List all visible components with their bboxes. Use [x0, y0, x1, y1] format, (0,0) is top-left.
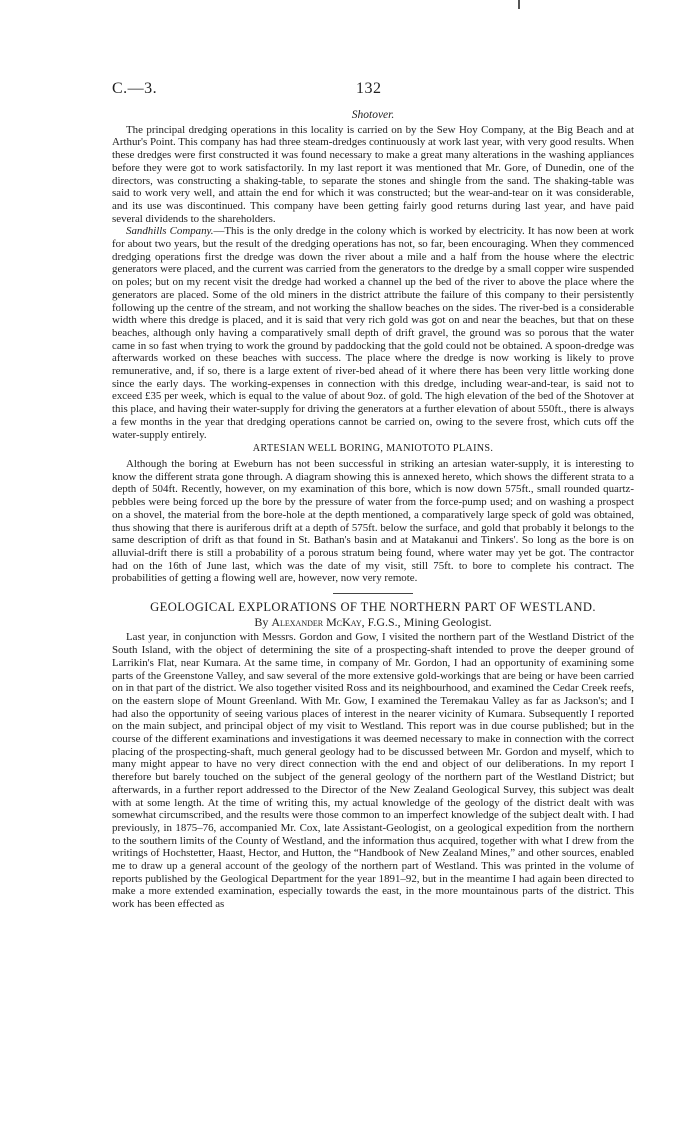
artesian-heading: ARTESIAN WELL BORING, MANIOTOTO PLAINS.	[252, 443, 494, 455]
westland-paragraph-1: Last year, in conjunction with Messrs. Gordon and Gow, I visited the northern part of the Westland District of the South Island, with the object of determining the site of a prospecting-shaft intended to prove the deeper ground of Larrikin's Flat, near Kumara. At the same time, in company of Mr. Gordon, I had an opportunity of examining some parts of the Greenstone Valley, and saw several of the more extensive gold-workings that are being or have been carried on in that part of the district. We also together visited Ross and its neighbourhood, and examined the Cedar Creek reefs, on the eastern slope of Mount Greenland. With Mr. Gow, I examined the Teremakau Valley as far as Jackson's; and I had also the opportunity of seeing various places of interest in the nearer vicinity of Kumara. Subsequently I reported on the main subject, and principal object of my visit to Westland. This report was in due course published; but in the course of the different examinations and investigations it was deemed necessary to make in connection with the correct placing of the prospecting-shaft, much general geology had to be discussed between Mr. Gordon and myself, which to many might appear to have no very direct connection with the end and object of our deliberations. In my report I therefore but barely touched on the subject of the general geology of the northern part of the Westland District; but afterwards, in a further report addressed to the Director of the New Zealand Geological Survey, this subject was dealt with at some length. At the time of writing this, my actual knowledge of the geology of the district dealt with was somewhat circumscribed, and the results were those common to an imperfect knowledge of the subject dealt with. I had previously, in 1875–76, accompanied Mr. Cox, late Assistant-Geologist, on a geological expedition from the northern to the southern limits of the County of Westland, and the information thus acquired, together with what I drew from the writings of Hochstetter, Haast, Hector, and Hutton, the “Handbook of New Zealand Mines,” and other sources, enabled me to draw up a general account of the geology of the northern part of Westland. This was printed in the volume of reports published by the Geological Department for the year 1891–92, but in the meantime I had again been directed to make a more extended examination, especially towards the east, in the more mountainous parts of the district. This work has been effected as	[112, 631, 634, 911]
byline-prefix: By	[254, 614, 269, 629]
page-number: 132	[356, 80, 382, 97]
sandhills-company-text: —This is the only dredge in the colony which is worked by electricity. It has now been at work for about two years, but the result of the dredging operations has not, so far, been encouraging. When they commenced dredging operations first the dredge was down the river about a mile and a half from the house where the electric generators were placed, and the current was carried from the generators to the dredge by a small copper wire suspended on poles; but on my recent visit the dredge had worked a channel up the bed of the river to above the place where the generators are placed. Some of the old miners in the district attribute the failure of this company to their persistently following up the centre of the stream, and not working the shallow beaches on the sides. The river-bed is a considerable width where this dredge is placed, and it is said that very rich gold was got on and near the beaches, but that on these beaches, although only having a comparatively small depth of drift gravel, the ground was so porous that the water came in so fast when trying to work the ground by paddocking that the gold could not be obtained. A spoon-dredge was afterwards worked on these beaches with success. The place where the dredge is now working is likely to prove remunerative, and, if so, there is a large extent of river-bed ahead of it where there has been very little working done since the early days. The working-expenses in connection with this dredge, including wear-and-tear, is said not to exceed £35 per week, which is equal to the value of about 9oz. of gold. The high elevation of the bed of the Shotover at this place, and having their water-supply for driving the generators at a further elevation of about 550ft., there is always a few months in the year that dredging operations cannot be carried on, owing to the severe frost, which cuts off the water-supply entirely.	[112, 225, 634, 441]
section-divider	[333, 593, 413, 594]
artesian-paragraph-1: Although the boring at Eweburn has not been successful in striking an artesian water-supply, it is interesting to know the different strata gone through. A diagram showing this is annexed hereto, which shows the different strata to a depth of 504ft. Recently, however, on my examination of this bore, which is now down 575ft., small rounded quartz-pebbles were being forced up the bore by the pressure of water from the force-pump used; and on washing a prospect on a shovel, the material from the bore-hole at the depth mentioned, a comparatively large speck of gold was obtained, thus showing that there is auriferous drift at a depth of 575ft. below the surface, and gold that probably it belongs to the same description of drift as that found in St. Bathan's basin and at Matakanui and Tinkers'. So long as the bore is on alluvial-drift there is still a probability of a porous stratum being found, where water may yet be got. The contractor had on the 16th of June last, which was the date of my visit, still 75ft. to bore to complete his contract. The probabilities of getting a flowing well are, however, now very remote.	[112, 457, 634, 585]
shotover-paragraph-2	[112, 225, 634, 441]
sandhills-company-runin: Sandhills Company.	[126, 225, 214, 238]
byline-suffix: , F.G.S., Mining Geologist.	[361, 614, 492, 629]
shotover-heading: Shotover.	[351, 109, 395, 121]
byline-author: Alexander McKay	[271, 614, 362, 629]
westland-title: GEOLOGICAL EXPLORATIONS OF THE NORTHERN PART OF WESTLAND.	[150, 600, 596, 615]
page-reference: C.—3.	[112, 80, 158, 97]
shotover-paragraph-1: The principal dredging operations in this locality is carried on by the Sew Hoy Company, at the Big Beach and at Arthur's Point. This company has had three steam-dredges continuously at work last year, with very good results. When these dredges were first constructed it was found necessary to make a great many alterations in the washing appliances before they were got to work satisfactorily. In my last report it was mentioned that Mr. Gore, of Dunedin, one of the directors, was constructing a shaking-table, to separate the stones and shingle from the sand. The shaking-table was said to work very well, and attain the end for which it was constructed; but the wear-and-tear on it was considerable, and its use was discontinued. This company have been getting fairly good returns during last year, and have paid several dividends to the shareholders.	[112, 123, 634, 225]
scan-speck	[518, 0, 520, 9]
westland-byline	[112, 616, 634, 629]
page-header	[112, 80, 634, 102]
page-body	[112, 109, 634, 911]
